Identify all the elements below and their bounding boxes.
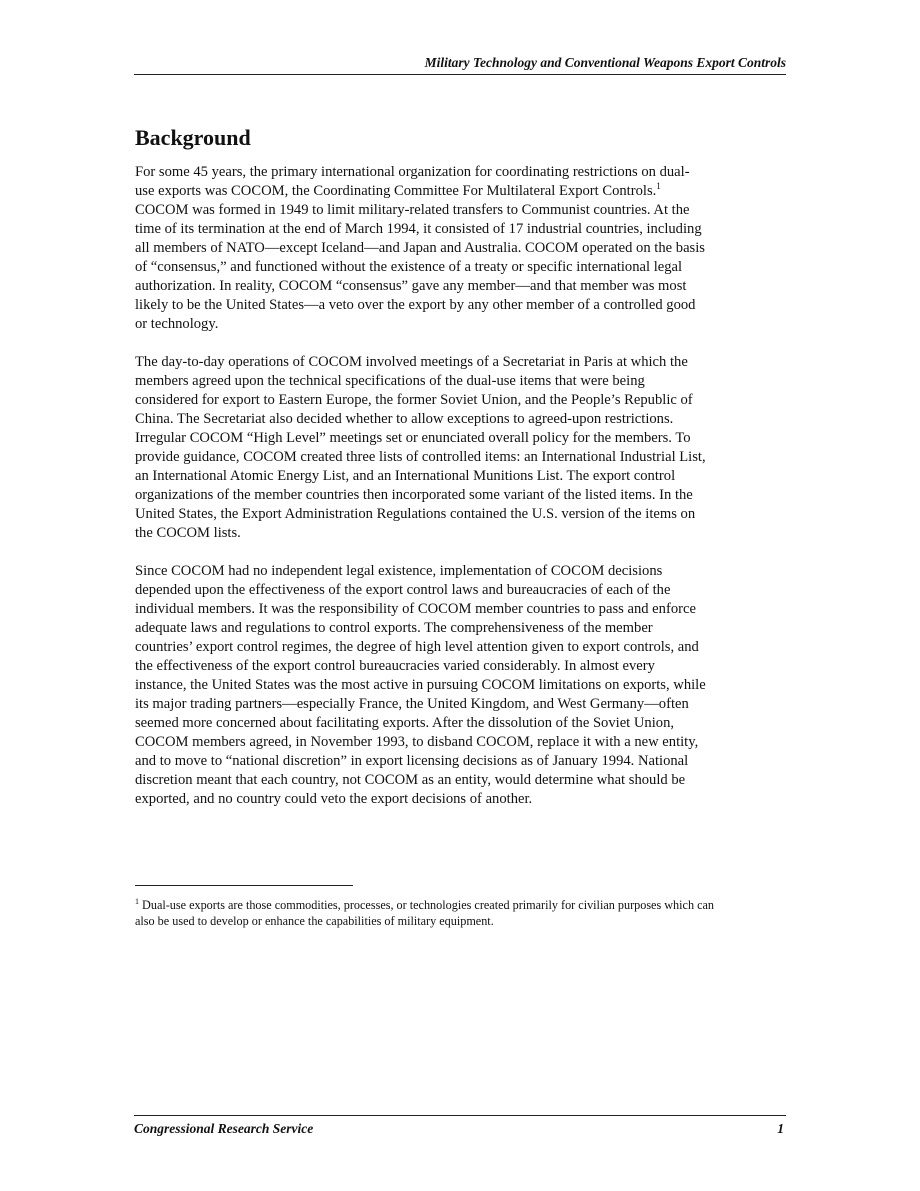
paragraph-line: time of its termination at the end of March 1994, it consisted of 17 industrial countries, including	[135, 221, 702, 237]
paragraph-line: Since COCOM had no independent legal existence, implementation of COCOM decisions	[135, 563, 663, 579]
footnote-1	[135, 897, 786, 929]
footnote-line	[135, 897, 786, 913]
paragraph-line: adequate laws and regulations to control exports. The comprehensiveness of the member	[135, 620, 653, 636]
footnote-line: also be used to develop or enhance the capabilities of military equipment.	[135, 914, 494, 928]
paragraph-line: instance, the United States was the most active in pursuing COCOM limitations on exports, while	[135, 677, 706, 693]
paragraph-line: United States, the Export Administration Regulations contained the U.S. version of the items on	[135, 506, 696, 522]
paragraph-line: likely to be the United States—a veto over the export by any other member of a controlled good	[135, 297, 696, 313]
paragraph-line: and to move to “national discretion” in export licensing decisions as of January 1994. National	[135, 753, 689, 769]
paragraph-line: countries’ export control regimes, the degree of high level attention given to export controls, and	[135, 639, 699, 655]
paragraph-line: all members of NATO—except Iceland—and Japan and Australia. COCOM operated on the basis	[135, 240, 705, 256]
paragraph-line: its major trading partners—especially France, the United Kingdom, and West Germany—often	[135, 696, 689, 712]
paragraph-line: COCOM was formed in 1949 to limit military-related transfers to Communist countries. At the	[135, 202, 690, 218]
footnote-divider	[135, 885, 353, 886]
paragraph-line: seemed more concerned about facilitating exports. After the dissolution of the Soviet Union,	[135, 715, 675, 731]
paragraph-line: China. The Secretariat also decided whether to allow exceptions to agreed-upon restrictions.	[135, 411, 674, 427]
body-text	[135, 163, 786, 828]
paragraph-line: organizations of the member countries then incorporated some variant of the listed items. In the	[135, 487, 693, 503]
paragraph-line: For some 45 years, the primary international organization for coordinating restrictions on dual-	[135, 164, 690, 180]
running-header-title: Military Technology and Conventional Weapons Export Controls	[424, 55, 786, 70]
paragraph-line: considered for export to Eastern Europe, the former Soviet Union, and the People’s Republic of	[135, 392, 693, 408]
footer-publisher: Congressional Research Service	[134, 1121, 314, 1136]
paragraph-line: COCOM members agreed, in November 1993, to disband COCOM, replace it with a new entity,	[135, 734, 699, 750]
running-footer	[134, 1115, 786, 1138]
paragraph-2	[135, 353, 786, 543]
paragraph-1	[135, 163, 786, 334]
paragraph-line: individual members. It was the responsibility of COCOM member countries to pass and enforce	[135, 601, 696, 617]
paragraph-line: provide guidance, COCOM created three lists of controlled items: an International Industrial List,	[135, 449, 706, 465]
paragraph-line: authorization. In reality, COCOM “consensus” gave any member—and that member was most	[135, 278, 687, 294]
paragraph-line: members agreed upon the technical specifications of the dual-use items that were being	[135, 373, 645, 389]
paragraph-line-text: use exports was COCOM, the Coordinating Committee For Multilateral Export Controls.	[135, 183, 657, 199]
paragraph-line: discretion meant that each country, not COCOM as an entity, would determine what should be	[135, 772, 686, 788]
page-number: 1	[777, 1121, 784, 1136]
footnote-line-text: Dual-use exports are those commodities, processes, or technologies created primarily for civilian purposes which can	[142, 898, 715, 912]
paragraph-line	[135, 182, 786, 201]
paragraph-line: The day-to-day operations of COCOM involved meetings of a Secretariat in Paris at which the	[135, 354, 688, 370]
footnote-number: 1	[135, 896, 139, 906]
paragraph-line: depended upon the effectiveness of the export control laws and bureaucracies of each of the	[135, 582, 671, 598]
paragraph-line: the effectiveness of the export control bureaucracies varied considerably. In almost every	[135, 658, 655, 674]
paragraph-line: of “consensus,” and functioned without the existence of a treaty or specific international legal	[135, 259, 683, 275]
paragraph-line: Irregular COCOM “High Level” meetings set or enunciated overall policy for the members. To	[135, 430, 691, 446]
paragraph-line: or technology.	[135, 316, 219, 332]
section-heading: Background	[135, 125, 251, 150]
footnote-reference[interactable]: 1	[656, 181, 661, 192]
paragraph-line: the COCOM lists.	[135, 525, 241, 541]
paragraph-line: exported, and no country could veto the export decisions of another.	[135, 791, 533, 807]
running-header	[134, 54, 786, 75]
paragraph-3	[135, 562, 786, 809]
paragraph-line: an International Atomic Energy List, and an International Munitions List. The export control	[135, 468, 676, 484]
